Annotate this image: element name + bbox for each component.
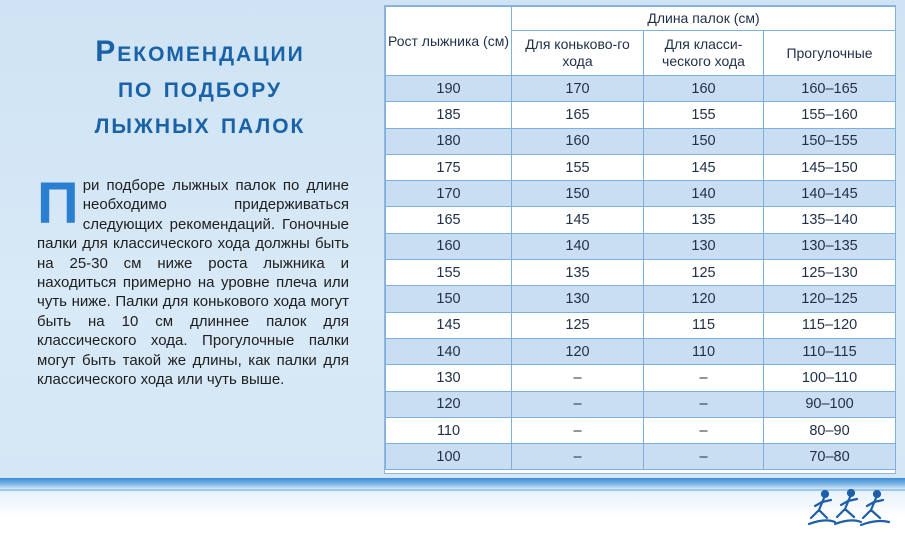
- cell-skate: 130: [512, 286, 644, 312]
- cell-skate: 165: [512, 102, 644, 128]
- cell-height: 120: [386, 391, 512, 417]
- header-skate: Для коньково-го хода: [512, 31, 644, 76]
- table-row: [386, 391, 896, 417]
- cell-walk: 80–90: [764, 417, 896, 443]
- cell-walk: 90–100: [764, 391, 896, 417]
- cell-classic: 160: [644, 76, 764, 102]
- cell-skate: 170: [512, 76, 644, 102]
- cell-classic: 115: [644, 312, 764, 338]
- cell-classic: 130: [644, 233, 764, 259]
- cell-classic: 155: [644, 102, 764, 128]
- cell-skate: –: [512, 417, 644, 443]
- table-row: [386, 286, 896, 312]
- cell-skate: 160: [512, 128, 644, 154]
- cell-classic: 120: [644, 286, 764, 312]
- cell-classic: 145: [644, 154, 764, 180]
- cell-walk: 130–135: [764, 233, 896, 259]
- table-row: [386, 154, 896, 180]
- table-row: [386, 417, 896, 443]
- table-row: [386, 260, 896, 286]
- cell-height: 130: [386, 365, 512, 391]
- title-line-1: Рекомендации: [95, 35, 305, 68]
- cell-skate: 125: [512, 312, 644, 338]
- cell-walk: 145–150: [764, 154, 896, 180]
- table-row: [386, 365, 896, 391]
- cell-walk: 120–125: [764, 286, 896, 312]
- footer-stripe: [0, 489, 905, 491]
- cell-walk: 100–110: [764, 365, 896, 391]
- cell-height: 160: [386, 233, 512, 259]
- table-row: [386, 102, 896, 128]
- cell-classic: 140: [644, 181, 764, 207]
- cell-classic: 125: [644, 260, 764, 286]
- header-pole-length: Длина палок (см): [512, 7, 896, 31]
- text-panel: [0, 0, 384, 475]
- pole-length-table: [384, 5, 896, 474]
- skiers-icon: [791, 484, 895, 534]
- drop-cap: П: [37, 171, 79, 236]
- header-classic: Для класси-ческого хода: [644, 31, 764, 76]
- cell-classic: –: [644, 365, 764, 391]
- cell-skate: 150: [512, 181, 644, 207]
- cell-height: 145: [386, 312, 512, 338]
- footer-band: [0, 478, 905, 541]
- cell-walk: 115–120: [764, 312, 896, 338]
- table-row: [386, 338, 896, 364]
- table-body: [386, 76, 896, 470]
- cell-skate: –: [512, 391, 644, 417]
- title-line-3: лыжных палок: [94, 107, 306, 140]
- cell-walk: 135–140: [764, 207, 896, 233]
- cell-height: 170: [386, 181, 512, 207]
- table-row: [386, 312, 896, 338]
- cell-classic: 110: [644, 338, 764, 364]
- cell-height: 185: [386, 102, 512, 128]
- cell-height: 175: [386, 154, 512, 180]
- cell-classic: 150: [644, 128, 764, 154]
- page-title: [40, 34, 360, 142]
- cell-height: 100: [386, 444, 512, 470]
- body-text: ри подборе лыжных палок по длине необходимо придерживаться следующих рекомендаций. Гоночные палки для классического хода должны быть на 25-30 см ниже роста лыжника и находиться примерно на уровне плеча или чуть ниже. Палки для конькового хода могут быть на 10 см длиннее палок для классического хода. Прогулочные палки могут быть такой же длины, как палки для классического хода или чуть выше.: [37, 177, 349, 389]
- cell-walk: 150–155: [764, 128, 896, 154]
- cell-height: 140: [386, 338, 512, 364]
- table-row: [386, 128, 896, 154]
- cell-walk: 70–80: [764, 444, 896, 470]
- cell-skate: 155: [512, 154, 644, 180]
- cell-height: 150: [386, 286, 512, 312]
- header-walk: Прогулочные: [764, 31, 896, 76]
- cell-walk: 160–165: [764, 76, 896, 102]
- cell-height: 110: [386, 417, 512, 443]
- table-row: [386, 207, 896, 233]
- cell-height: 190: [386, 76, 512, 102]
- cell-walk: 110–115: [764, 338, 896, 364]
- title-line-2: по подбору: [117, 71, 283, 104]
- cell-skate: 140: [512, 233, 644, 259]
- body-paragraph: [37, 171, 349, 389]
- cell-classic: 135: [644, 207, 764, 233]
- cell-skate: –: [512, 365, 644, 391]
- cell-classic: –: [644, 444, 764, 470]
- table-row: [386, 233, 896, 259]
- cell-skate: 145: [512, 207, 644, 233]
- cell-classic: –: [644, 417, 764, 443]
- table-row: [386, 181, 896, 207]
- cell-classic: –: [644, 391, 764, 417]
- cell-walk: 140–145: [764, 181, 896, 207]
- cell-height: 180: [386, 128, 512, 154]
- header-skier-height: Рост лыжника (см): [386, 7, 512, 76]
- cell-walk: 155–160: [764, 102, 896, 128]
- table-row: [386, 76, 896, 102]
- cell-skate: 135: [512, 260, 644, 286]
- cell-skate: –: [512, 444, 644, 470]
- cell-height: 155: [386, 260, 512, 286]
- cell-height: 165: [386, 207, 512, 233]
- cell-skate: 120: [512, 338, 644, 364]
- table-row: [386, 444, 896, 470]
- cell-walk: 125–130: [764, 260, 896, 286]
